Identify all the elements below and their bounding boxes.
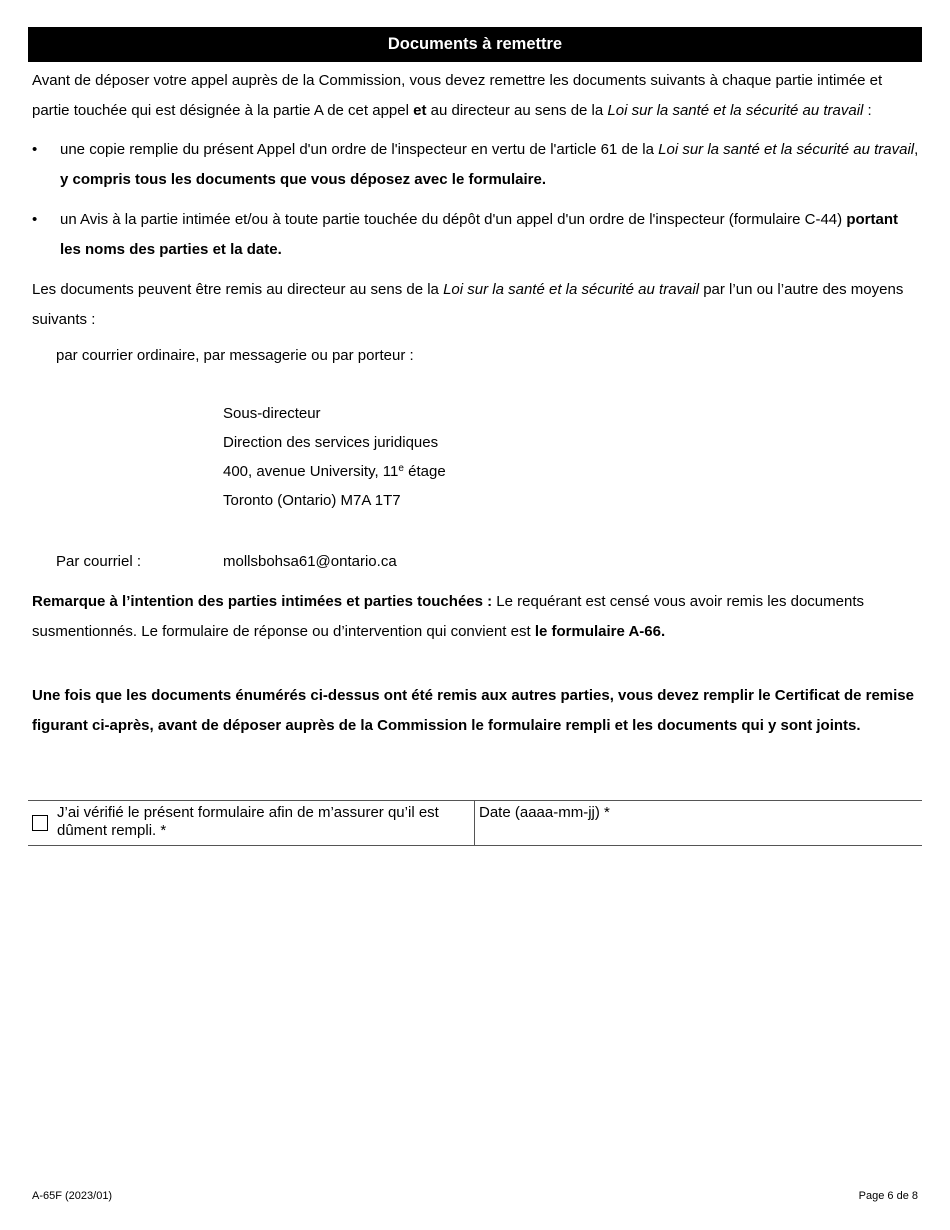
date-label: Date (aaaa-mm-jj) * [479, 804, 610, 821]
section-header: Documents à remettre [28, 27, 922, 62]
form-code: A-65F (2023/01) [32, 1190, 113, 1202]
email-label: Par courriel : [56, 553, 142, 570]
intro-paragraph: Avant de déposer votre appel auprès de la Commission, vous devez remettre les documents suivants à chaque partie intimée et partie touchée qui est désignée à la partie A de cet appel et au directeur au sens de la Loi sur la santé et la sécurité au travail : [32, 72, 883, 119]
list-item: • une copie remplie du présent Appel d'un ordre de l'inspecteur en vertu de l'article 61 de la Loi sur la santé et la sécurité au travail, y compris tous les documents que vous déposez avec le formulaire. [32, 135, 922, 194]
page-number: Page 6 de 8 [858, 1190, 918, 1202]
bullet-icon: • [32, 141, 38, 158]
note-paragraph: Remarque à l’intention des parties intimées et parties touchées : Le requérant est censé vous avoir remis les documents susmentionnés. Le formulaire de réponse ou d’intervention qui convient est le formulaire A-66. [32, 593, 864, 640]
certificate-form [28, 800, 922, 846]
verification-checkbox[interactable] [32, 815, 48, 831]
list-item: • un Avis à la partie intimée et/ou à toute partie touchée du dépôt d'un appel d'un ordre de l'inspecteur (formulaire C-44) portant les noms des parties et la date. [32, 205, 922, 264]
bullet-icon: • [32, 211, 38, 228]
instruction-paragraph: Une fois que les documents énumérés ci-dessus ont été remis aux autres parties, vous devez remplir le Certificat de remise figurant ci-après, avant de déposer auprès de la Commission le formulaire rempli et les documents qui y sont joints. [32, 687, 914, 734]
checkbox-label: J’ai vérifié le présent formulaire afin de m’assurer qu’il est dûment rempli. * [57, 804, 439, 839]
address-line: 400, avenue University, 11e étage [223, 463, 446, 480]
verification-cell [28, 801, 475, 845]
address-line: Direction des services juridiques [223, 434, 439, 451]
delivery-paragraph: Les documents peuvent être remis au directeur au sens de la Loi sur la santé et la sécurité au travail par l’un ou l’autre des moyens suivants : [32, 281, 904, 328]
address-line: Sous-directeur [223, 405, 321, 422]
date-field[interactable] [475, 801, 922, 845]
mail-label: par courrier ordinaire, par messagerie ou par porteur : [56, 347, 414, 364]
email-address: mollsbohsa61@ontario.ca [223, 553, 397, 570]
address-line: Toronto (Ontario) M7A 1T7 [223, 492, 401, 509]
